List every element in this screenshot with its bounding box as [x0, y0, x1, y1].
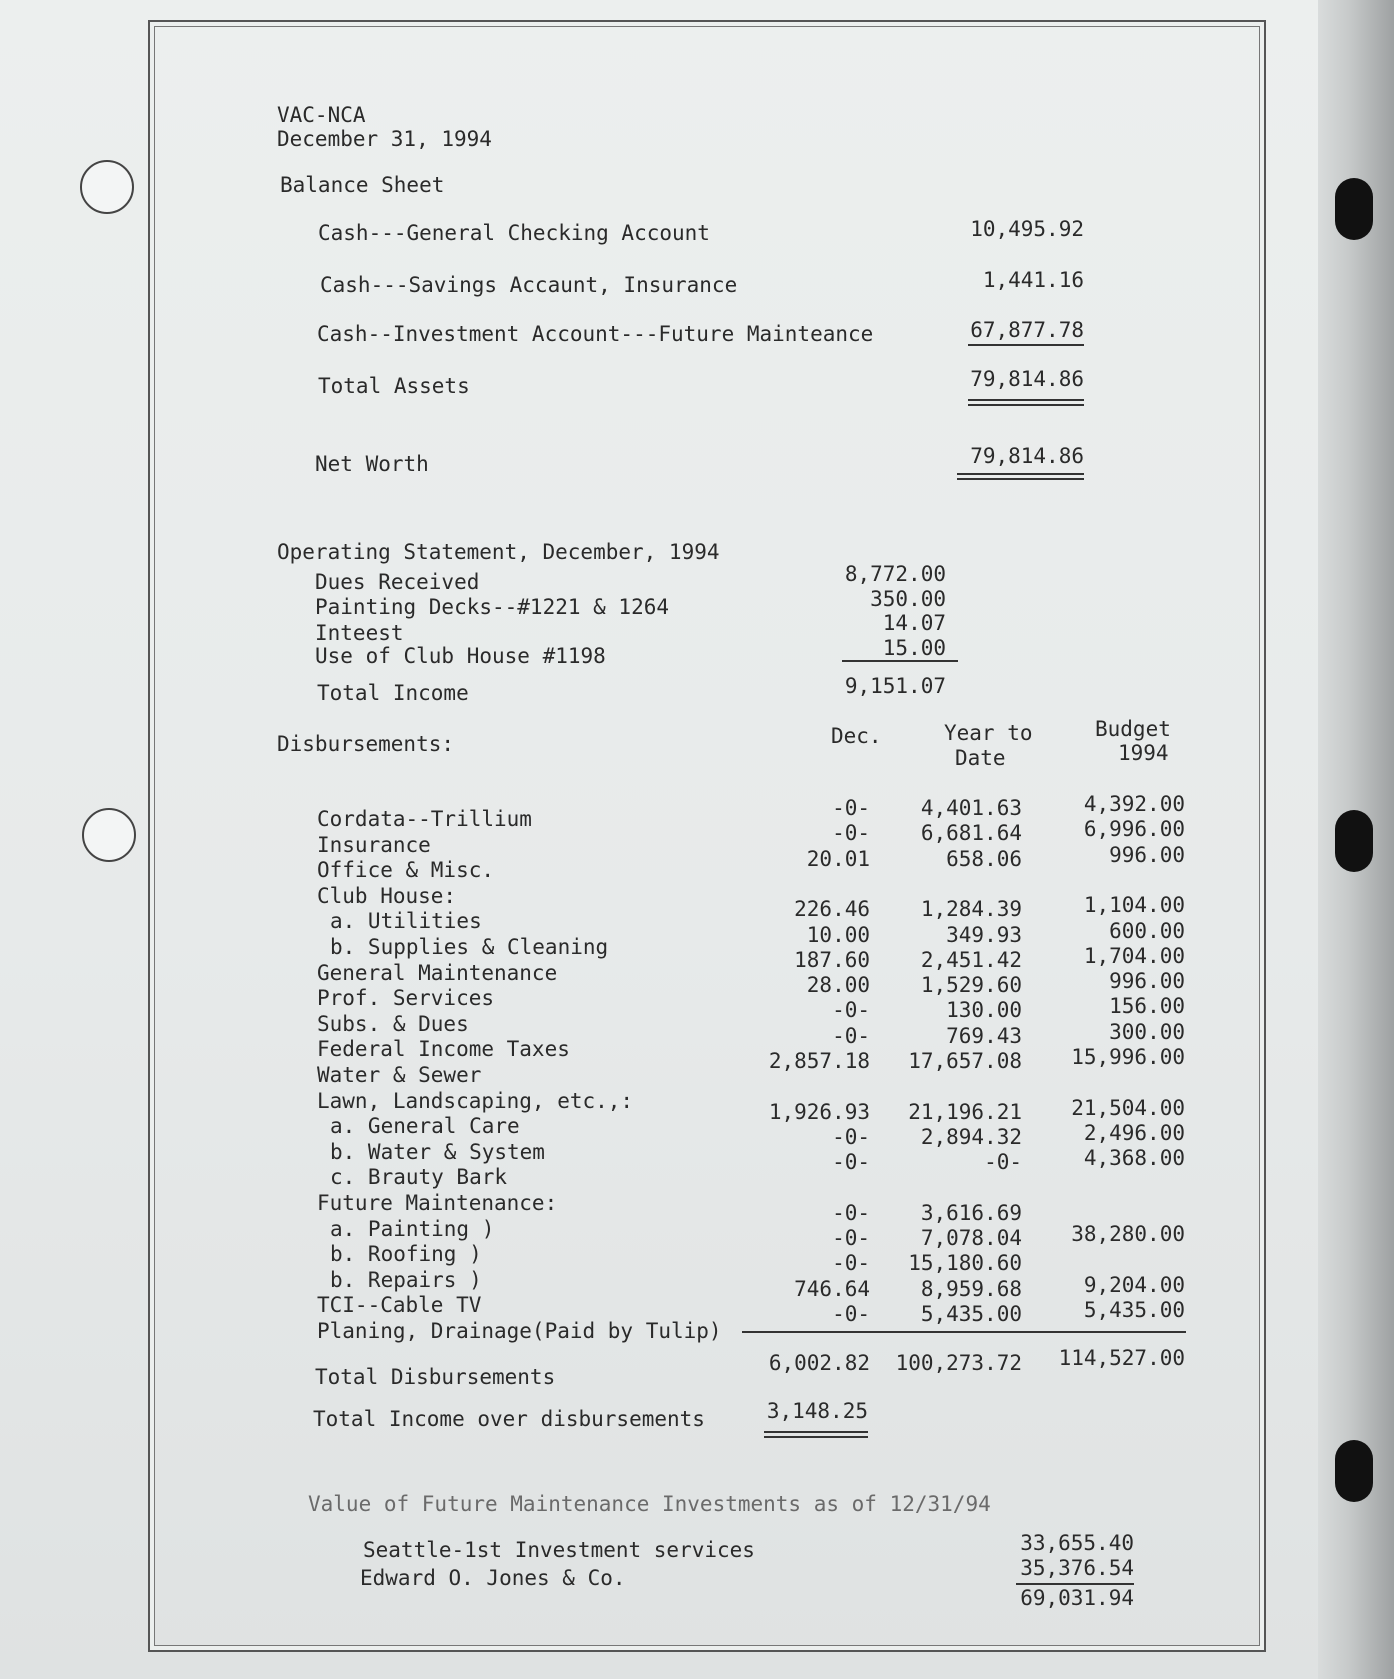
disbursement-label: a. General Care [330, 1114, 520, 1138]
income-value: 350.00 [870, 587, 946, 611]
double-underline [764, 1431, 868, 1438]
disbursement-label: TCI--Cable TV [317, 1293, 482, 1317]
disbursement-dec: -0- [832, 1201, 870, 1225]
disbursement-budget: 996.00 [1109, 843, 1185, 867]
total-disbursements-dec: 6,002.82 [768, 1351, 870, 1375]
underline [742, 1331, 1186, 1333]
income-label: Inteest [315, 621, 404, 645]
disbursement-budget: 4,368.00 [1083, 1146, 1185, 1170]
disbursement-ytd: 1,529.60 [920, 973, 1022, 997]
net-income-value: 3,148.25 [766, 1399, 868, 1423]
disbursement-budget: 6,996.00 [1083, 817, 1185, 841]
disbursement-dec: 746.64 [794, 1277, 870, 1301]
disbursement-label: General Maintenance [317, 961, 558, 985]
income-label: Use of Club House #1198 [315, 644, 606, 668]
disbursement-dec: 187.60 [794, 948, 870, 972]
disbursement-label: Subs. & Dues [317, 1012, 469, 1036]
disbursement-ytd: 7,078.04 [920, 1226, 1022, 1250]
disbursement-budget: 600.00 [1109, 919, 1185, 943]
disbursement-ytd: 2,894.32 [920, 1125, 1022, 1149]
double-underline [957, 473, 1084, 480]
disbursement-label: Federal Income Taxes [317, 1037, 570, 1061]
disbursement-dec: -0- [832, 821, 870, 845]
disbursement-dec: -0- [832, 998, 870, 1022]
disbursement-ytd: 21,196.21 [908, 1100, 1022, 1124]
total-assets-label: Total Assets [318, 374, 470, 398]
bs-row-label: Cash---Savings Accaunt, Insurance [320, 273, 738, 297]
disbursement-ytd: 8,959.68 [920, 1277, 1022, 1301]
binder-hole [1335, 810, 1373, 872]
net-worth-label: Net Worth [315, 452, 429, 476]
disbursement-ytd: -0- [984, 1150, 1022, 1174]
disbursement-label: Planing, Drainage(Paid by Tulip) [317, 1319, 722, 1343]
document-date: December 31, 1994 [277, 127, 492, 151]
disbursement-label: b. Water & System [330, 1140, 545, 1164]
disbursement-label: c. Brauty Bark [330, 1165, 508, 1189]
disbursements-title: Disbursements: [277, 732, 455, 756]
punch-hole-middle [82, 808, 136, 862]
col-header-dec: Dec. [831, 724, 882, 748]
total-disbursements-budget: 114,527.00 [1058, 1346, 1185, 1370]
disbursement-dec: 2,857.18 [768, 1049, 870, 1073]
disbursement-label: b. Roofing ) [330, 1242, 482, 1266]
balance-sheet-title: Balance Sheet [280, 173, 445, 197]
disbursement-budget: 21,504.00 [1071, 1096, 1185, 1120]
disbursement-label: b. Repairs ) [330, 1268, 482, 1292]
bs-row-value: 1,441.16 [982, 268, 1084, 292]
disbursement-ytd: 349.93 [946, 923, 1022, 947]
bs-row-value: 67,877.78 [970, 318, 1084, 342]
total-income-label: Total Income [317, 681, 469, 705]
document-stamp: VAC-NCA [277, 103, 366, 127]
punch-hole-top [80, 160, 134, 214]
disbursement-budget: 38,280.00 [1071, 1222, 1185, 1246]
disbursement-dec: 28.00 [806, 973, 870, 997]
disbursement-dec: -0- [832, 796, 870, 820]
investment-value: 33,655.40 [1020, 1531, 1134, 1555]
disbursement-budget: 156.00 [1109, 994, 1185, 1018]
net-income-label: Total Income over disbursements [313, 1407, 705, 1431]
disbursement-dec: -0- [832, 1251, 870, 1275]
disbursement-label: Cordata--Trillium [317, 807, 532, 831]
disbursement-label: Club House: [317, 884, 457, 908]
income-label: Dues Received [315, 570, 480, 594]
underline [968, 344, 1084, 346]
disbursement-dec: -0- [832, 1302, 870, 1326]
disbursement-budget: 4,392.00 [1083, 792, 1185, 816]
disbursement-label: Water & Sewer [317, 1063, 482, 1087]
investment-value: 35,376.54 [1020, 1556, 1134, 1580]
disbursement-ytd: 4,401.63 [920, 796, 1022, 820]
disbursement-dec: -0- [832, 1150, 870, 1174]
disbursement-budget: 9,204.00 [1083, 1273, 1185, 1297]
income-value: 8,772.00 [844, 562, 946, 586]
disbursement-label: a. Utilities [330, 909, 482, 933]
disbursement-label: b. Supplies & Cleaning [330, 935, 609, 959]
disbursement-budget: 300.00 [1109, 1020, 1185, 1044]
disbursement-dec: 10.00 [806, 923, 870, 947]
operating-title: Operating Statement, December, 1994 [277, 540, 720, 564]
underline [842, 660, 958, 662]
disbursement-ytd: 658.06 [946, 847, 1022, 871]
investment-label: Seattle-1st Investment services [363, 1538, 755, 1562]
disbursement-dec: -0- [832, 1024, 870, 1048]
col-header-budget: 1994 [1118, 741, 1169, 765]
col-header-ytd: Date [955, 746, 1006, 770]
disbursement-dec: 226.46 [794, 897, 870, 921]
investments-total: 69,031.94 [1020, 1586, 1134, 1610]
disbursement-ytd: 3,616.69 [920, 1201, 1022, 1225]
disbursement-label: a. Painting ) [330, 1217, 495, 1241]
disbursement-ytd: 17,657.08 [908, 1049, 1022, 1073]
disbursement-ytd: 2,451.42 [920, 948, 1022, 972]
income-label: Painting Decks--#1221 & 1264 [315, 595, 670, 619]
disbursement-dec: 20.01 [806, 847, 870, 871]
income-value: 15.00 [882, 636, 946, 660]
disbursement-dec: -0- [832, 1125, 870, 1149]
bs-row-label: Cash--Investment Account---Future Mainteance [317, 322, 874, 346]
binder-hole [1335, 1440, 1373, 1502]
disbursement-budget: 996.00 [1109, 969, 1185, 993]
total-disbursements-ytd: 100,273.72 [895, 1351, 1022, 1375]
disbursement-budget: 1,704.00 [1083, 944, 1185, 968]
disbursement-dec: -0- [832, 1226, 870, 1250]
disbursement-dec: 1,926.93 [768, 1100, 870, 1124]
underline [1016, 1583, 1134, 1585]
net-worth-value: 79,814.86 [970, 444, 1084, 468]
disbursement-ytd: 5,435.00 [920, 1302, 1022, 1326]
bs-row-value: 10,495.92 [970, 217, 1084, 241]
binder-hole [1335, 178, 1373, 240]
investments-title: Value of Future Maintenance Investments as of 12/31/94 [308, 1492, 991, 1516]
disbursement-ytd: 130.00 [946, 998, 1022, 1022]
disbursement-ytd: 6,681.64 [920, 821, 1022, 845]
disbursement-ytd: 769.43 [946, 1024, 1022, 1048]
disbursement-budget: 1,104.00 [1083, 893, 1185, 917]
disbursement-label: Future Maintenance: [317, 1191, 558, 1215]
disbursement-label: Insurance [317, 833, 431, 857]
disbursement-ytd: 1,284.39 [920, 897, 1022, 921]
disbursement-label: Office & Misc. [317, 858, 495, 882]
bs-row-label: Cash---General Checking Account [318, 221, 710, 245]
total-assets-value: 79,814.86 [970, 367, 1084, 391]
disbursement-ytd: 15,180.60 [908, 1251, 1022, 1275]
total-income-value: 9,151.07 [844, 674, 946, 698]
disbursement-label: Prof. Services [317, 986, 495, 1010]
col-header-budget: Budget [1095, 717, 1171, 741]
disbursement-label: Lawn, Landscaping, etc.,: [317, 1089, 634, 1113]
total-disbursements-label: Total Disbursements [315, 1365, 556, 1389]
income-value: 14.07 [882, 611, 946, 635]
disbursement-budget: 2,496.00 [1083, 1121, 1185, 1145]
col-header-ytd: Year to [944, 721, 1033, 745]
disbursement-budget: 5,435.00 [1083, 1298, 1185, 1322]
disbursement-budget: 15,996.00 [1071, 1045, 1185, 1069]
double-underline [968, 399, 1084, 406]
investment-label: Edward O. Jones & Co. [360, 1566, 626, 1590]
